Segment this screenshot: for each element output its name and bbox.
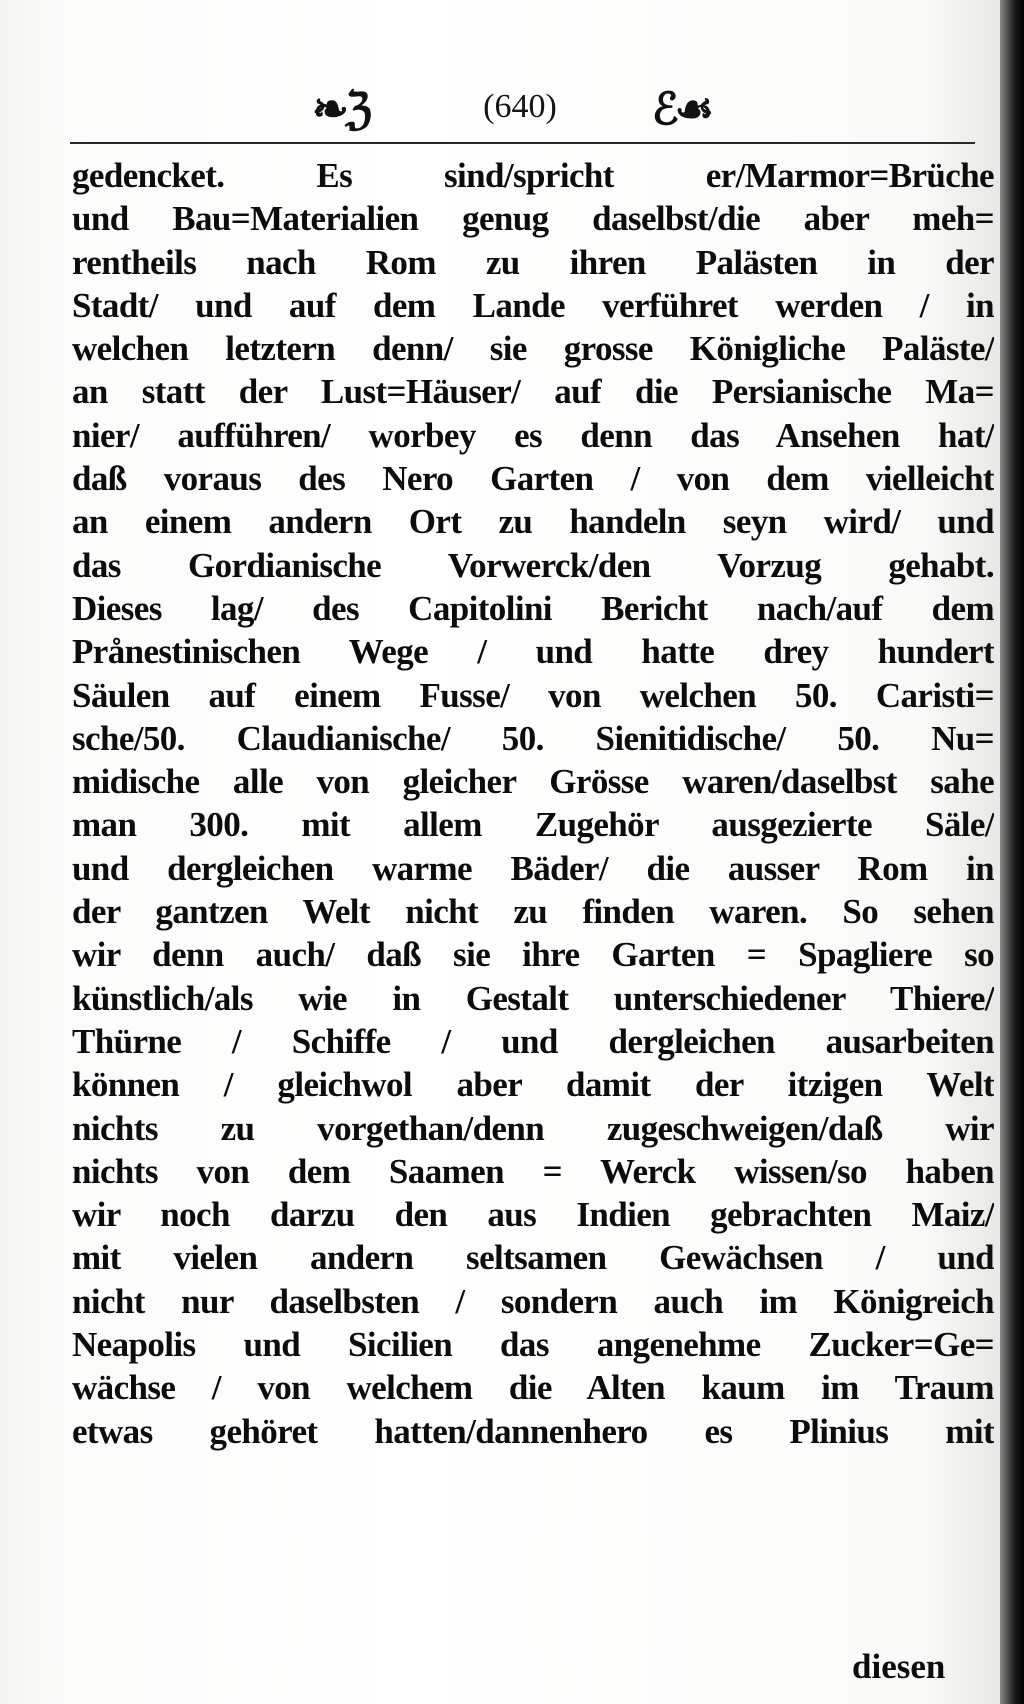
text-line: Neapolis und Sicilien das angenehme Zucker=Ge=	[72, 1325, 994, 1365]
text-line: nier/ aufführen/ worbey es denn das Ansehen hat/	[72, 415, 994, 455]
text-line: an statt der Lust=Häuser/ auf die Persianische Ma=	[72, 372, 994, 412]
catchword: diesen	[852, 1647, 946, 1686]
text-line: welchen letztern denn/ sie grosse Königliche Paläste/	[72, 329, 994, 369]
text-line: wächse / von welchem die Alten kaum im Traum	[72, 1368, 994, 1408]
text-line: etwas gehöret hatten/dannenhero es Plinius mit	[72, 1411, 994, 1451]
text-line: nichts zu vorgethan/denn zugeschweigen/daß wir	[72, 1108, 994, 1148]
text-line: man 300. mit allem Zugehör ausgezierte Säle/	[72, 805, 994, 845]
text-line: wir denn auch/ daß sie ihre Garten = Spagliere so	[72, 935, 994, 975]
text-line: das Gordianische Vorwerck/den Vorzug gehabt.	[72, 545, 994, 585]
body-text	[72, 154, 994, 1453]
text-line: rentheils nach Rom zu ihren Palästen in der	[72, 242, 994, 282]
text-line: midische alle von gleicher Grösse waren/daselbst sahe	[72, 762, 994, 802]
text-line: und Bau=Materialien genug daselbst/die aber meh=	[72, 199, 994, 239]
text-line: daß voraus des Nero Garten / von dem vielleicht	[72, 459, 994, 499]
text-line: künstlich/als wie in Gestalt unterschiedener Thiere/	[72, 978, 994, 1018]
text-line: Prånestinischen Wege / und hatte drey hundert	[72, 632, 994, 672]
text-line: Stadt/ und auf dem Lande verführet werden / in	[72, 285, 994, 325]
header-rule	[70, 142, 975, 144]
text-line: sche/50. Claudianische/ 50. Sienitidische/ 50. Nu=	[72, 718, 994, 758]
page-edge-shadow	[1000, 0, 1024, 1704]
text-line: wir noch darzu den aus Indien gebrachten Maiz/	[72, 1195, 994, 1235]
text-line: Säulen auf einem Fusse/ von welchen 50. Caristi=	[72, 675, 994, 715]
text-line: gedencket. Es sind/spricht er/Marmor=Brüche	[72, 156, 994, 195]
page-header	[0, 80, 1000, 140]
page-number: (640)	[483, 88, 557, 125]
text-line: Dieses lag/ des Capitolini Bericht nach/auf dem	[72, 588, 994, 628]
text-line: der gantzen Welt nicht zu finden waren. So sehen	[72, 892, 994, 932]
text-line: nicht nur daselbsten / sondern auch im Königreich	[72, 1281, 994, 1321]
text-line: mit vielen andern seltsamen Gewächsen / und	[72, 1238, 994, 1278]
text-line: nichts von dem Saamen = Werck wissen/so haben	[72, 1151, 994, 1191]
text-line: können / gleichwol aber damit der itzigen Welt	[72, 1065, 994, 1105]
text-line: und dergleichen warme Bäder/ die ausser Rom in	[72, 848, 994, 888]
header-ornament-left: ❧ℨ	[312, 84, 368, 135]
text-line: an einem andern Ort zu handeln seyn wird/ und	[72, 502, 994, 542]
header-ornament-right: ℰ☙	[652, 84, 711, 135]
text-line: Thürne / Schiffe / und dergleichen ausarbeiten	[72, 1021, 994, 1061]
